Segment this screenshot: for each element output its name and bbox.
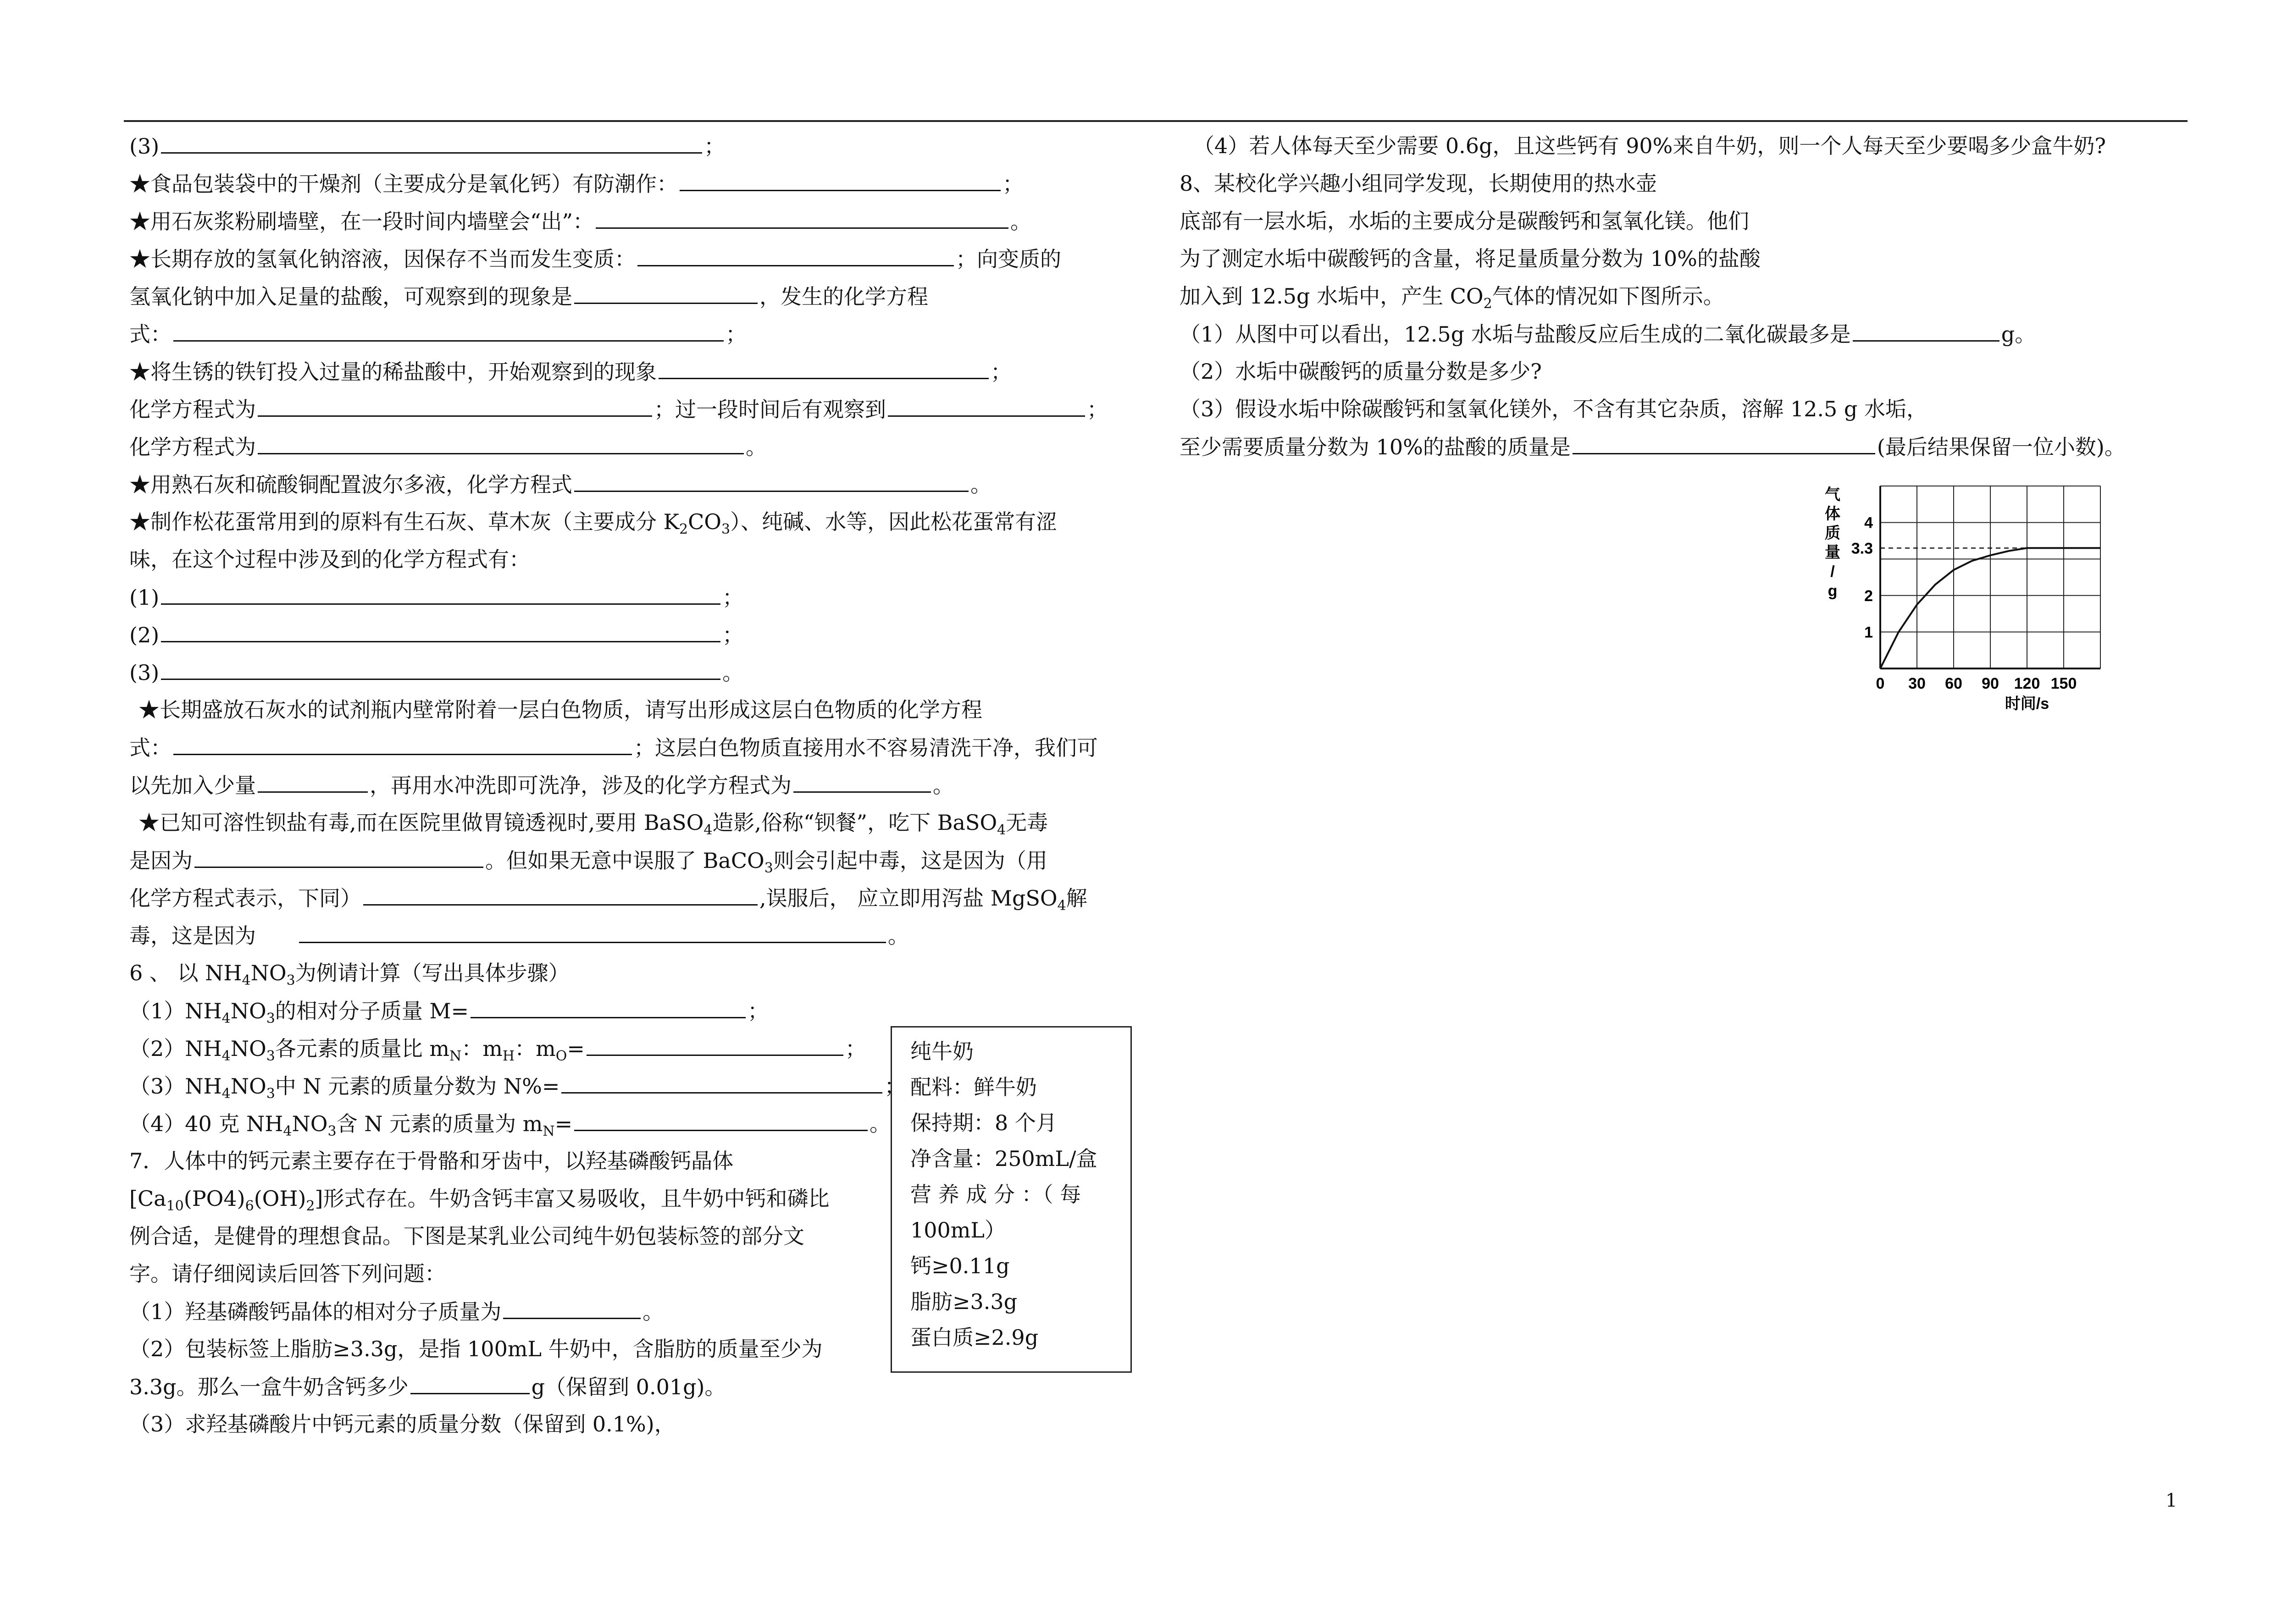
milk-protein: 蛋白质≥2.9g bbox=[910, 1325, 1039, 1350]
line: （1）羟基磷酸钙晶体的相对分子质量为 。 bbox=[129, 1298, 664, 1325]
blank[interactable] bbox=[659, 358, 989, 379]
milk-ingredients: 配料：鲜牛奶 bbox=[910, 1075, 1037, 1099]
line: ★食品包装袋中的干燥剂（主要成分是氧化钙）有防潮作： ； bbox=[129, 170, 1024, 197]
line: （1）从图中可以看出，12.5g 水垢与盐酸反应后生成的二氧化碳最多是 g。 bbox=[1180, 320, 2036, 348]
line: 字。请仔细阅读后回答下列问题： bbox=[129, 1261, 446, 1286]
x-tick-label: 60 bbox=[1945, 675, 1962, 692]
line: 式： ； bbox=[129, 320, 747, 348]
blank[interactable] bbox=[587, 1034, 843, 1056]
line: （4）若人体每天至少需要 0.6g，且这些钙有 90%来自牛奶，则一个人每天至少要喝多少盒牛奶? bbox=[1193, 133, 2106, 158]
line: （3）假设水垢中除碳酸钙和氢氧化镁外，不含有其它杂质，溶解 12.5 g 水垢， bbox=[1180, 397, 1928, 421]
line: (3) ； bbox=[129, 132, 725, 160]
page-number: 1 bbox=[2166, 1490, 2177, 1511]
milk-nutrition-heading: 营 养 成 分 ：（ 每 bbox=[910, 1182, 1081, 1207]
blank[interactable] bbox=[299, 922, 886, 943]
blank[interactable] bbox=[161, 132, 702, 154]
line: $(1)NH_4NO_3$的相对分子质量 M= ； bbox=[129, 997, 769, 1024]
line: 化学方程式为 ；过一段时间后有观察到 ； bbox=[129, 395, 1108, 423]
question-6: 6 、 以 $NH_4NO_3$为例请计算（写出具体步骤） bbox=[129, 961, 570, 989]
blank[interactable] bbox=[596, 207, 1008, 229]
x-axis-label: 时间/s bbox=[2005, 695, 2049, 713]
line: （3）求羟基磷酸片中钙元素的质量分数（保留到 0.1%)， bbox=[129, 1412, 676, 1436]
milk-label-box bbox=[891, 1026, 1132, 1373]
x-tick-label: 90 bbox=[1982, 675, 1999, 692]
blank[interactable] bbox=[161, 621, 720, 642]
milk-title: 纯牛奶 bbox=[910, 1039, 974, 1064]
milk-calcium: 钙≥0.11g bbox=[910, 1254, 1010, 1278]
x-tick-label: 0 bbox=[1876, 675, 1885, 692]
line: ★长期盛放石灰水的试剂瓶内壁常附着一层白色物质，请写出形成这层白色物质的化学方程 bbox=[138, 697, 982, 722]
line: （4）40 克 $NH_4NO_3$含 N 元素的质量为 $m_N=$ 。 bbox=[129, 1110, 891, 1137]
blank[interactable] bbox=[161, 583, 720, 605]
co2-mass-chart bbox=[1816, 477, 2137, 734]
line: $(2)NH_4NO_3$各元素的质量比 $m_N$：$m_H$：$m_O=$ ； bbox=[129, 1034, 866, 1062]
line: ★用石灰浆粉刷墙壁，在一段时间内墙壁会“出”： 。 bbox=[129, 207, 1031, 235]
line: (2) ； bbox=[129, 621, 743, 648]
line: 至少需要质量分数为 10%的盐酸的质量是 (最后结果保留一位小数)。 bbox=[1180, 433, 2126, 460]
line: （2）包装标签上脂肪≥3.3g，是指 100mL 牛奶中，含脂肪的质量至少为 bbox=[129, 1337, 823, 1361]
line: ★制作松花蛋常用到的原料有生石灰、草木灰（主要成分 $K_2CO_3$）、纯碱、水等，因此松花蛋常有涩 bbox=[129, 509, 1058, 537]
y-axis-label: 气体质量/ g bbox=[1825, 486, 1840, 600]
line: 底部有一层水垢，水垢的主要成分是碳酸钙和氢氧化镁。他们 bbox=[1180, 209, 1749, 233]
line: ★用熟石灰和硫酸铜配置波尔多液，化学方程式 。 bbox=[129, 470, 991, 498]
milk-net-content: 净含量：250mL/盒 bbox=[910, 1146, 1097, 1171]
blank[interactable] bbox=[1573, 433, 1875, 454]
x-tick-label: 120 bbox=[2014, 675, 2040, 692]
blank[interactable] bbox=[410, 1373, 530, 1394]
question-8: 8、某校化学兴趣小组同学发现，长期使用的热水壶 bbox=[1180, 171, 1657, 196]
line: 例合适，是健骨的理想食品。下图是某乳业公司纯牛奶包装标签的部分文 bbox=[129, 1224, 804, 1248]
blank[interactable] bbox=[637, 245, 954, 266]
question-7: 7．人体中的钙元素主要存在于骨骼和牙齿中，以羟基磷酸钙晶体 bbox=[129, 1149, 734, 1173]
blank[interactable] bbox=[574, 282, 758, 304]
blank[interactable] bbox=[363, 884, 758, 906]
blank[interactable] bbox=[258, 395, 652, 417]
blank[interactable] bbox=[194, 846, 483, 868]
line: 化学方程式表示，下同） ,误服后， 应立即用泻盐 MgSO$_4$解 bbox=[129, 884, 1087, 911]
blank[interactable] bbox=[471, 997, 746, 1018]
line: 3.3g。那么一盒牛奶含钙多少 g（保留到 0.01g)。 bbox=[129, 1373, 726, 1400]
line: 氢氧化钠中加入足量的盐酸，可观察到的现象是 ，发生的化学方程 bbox=[129, 282, 928, 310]
line: 毒，这是因为 。 bbox=[129, 922, 909, 949]
line: (1) ； bbox=[129, 583, 743, 611]
line: 为了测定水垢中碳酸钙的含量，将足量质量分数为 10%的盐酸 bbox=[1180, 246, 1761, 271]
line: $[Ca_{10}(PO4)_6(OH)_2]$形式存在。牛奶含钙丰富又易吸收，且牛奶中钙和磷比 bbox=[129, 1186, 830, 1214]
line: 化学方程式为 。 bbox=[129, 433, 767, 460]
line: 味，在这个过程中涉及到的化学方程式有： bbox=[129, 547, 530, 572]
line: ★将生锈的铁钉投入过量的稀盐酸中，开始观察到的现象 ； bbox=[129, 358, 1012, 385]
x-tick-label: 30 bbox=[1908, 675, 1926, 692]
blank[interactable] bbox=[561, 1072, 882, 1094]
line: ★已知可溶性钡盐有毒,而在医院里做胃镜透视时,要用 BaSO$_4$造影,俗称“钡餐”，吃下 BaSO$_4$无毒 bbox=[138, 810, 1048, 838]
milk-nutrition-unit: 100mL） bbox=[910, 1218, 1006, 1243]
y-tick-label: 1 bbox=[1864, 624, 1873, 641]
blank[interactable] bbox=[173, 320, 724, 342]
blank[interactable] bbox=[173, 734, 632, 755]
milk-shelf-life: 保持期：8 个月 bbox=[910, 1110, 1057, 1135]
x-tick-label: 150 bbox=[2050, 675, 2077, 692]
blank[interactable] bbox=[258, 433, 744, 454]
blank[interactable] bbox=[680, 170, 1001, 191]
milk-fat: 脂肪≥3.3g bbox=[910, 1289, 1018, 1314]
line: $(3)NH_4NO_3$中 N 元素的质量分数为 N%= ； bbox=[129, 1072, 905, 1099]
line: ★长期存放的氢氧化钠溶液，因保存不当而发生变质： ；向变质的 bbox=[129, 245, 1061, 272]
line: (3) 。 bbox=[129, 658, 743, 686]
blank[interactable] bbox=[574, 470, 969, 492]
blank[interactable] bbox=[503, 1298, 641, 1319]
y-tick-label: 2 bbox=[1864, 587, 1873, 605]
line: 是因为 。但如果无意中误服了 BaCO$_3$则会引起中毒，这是因为（用 bbox=[129, 846, 1047, 874]
blank[interactable] bbox=[574, 1110, 868, 1131]
top-rule bbox=[124, 120, 2188, 122]
item-number: (3) bbox=[129, 134, 160, 159]
blank[interactable] bbox=[1853, 320, 1999, 342]
y-tick-label: 4 bbox=[1864, 514, 1873, 532]
line: 以先加入少量 ，再用水冲洗即可洗净，涉及的化学方程式为 。 bbox=[129, 771, 954, 799]
blank[interactable] bbox=[793, 771, 931, 793]
line: 加入到 12.5g 水垢中，产生 $CO_2$气体的情况如下图所示。 bbox=[1180, 284, 1724, 312]
line: 式： ；这层白色物质直接用水不容易清洗干净，我们可 bbox=[129, 734, 1098, 761]
blank[interactable] bbox=[888, 395, 1085, 417]
y-tick-label: 3.3 bbox=[1851, 540, 1873, 558]
line: （2）水垢中碳酸钙的质量分数是多少? bbox=[1180, 359, 1542, 384]
blank[interactable] bbox=[258, 771, 368, 793]
blank[interactable] bbox=[161, 658, 720, 680]
